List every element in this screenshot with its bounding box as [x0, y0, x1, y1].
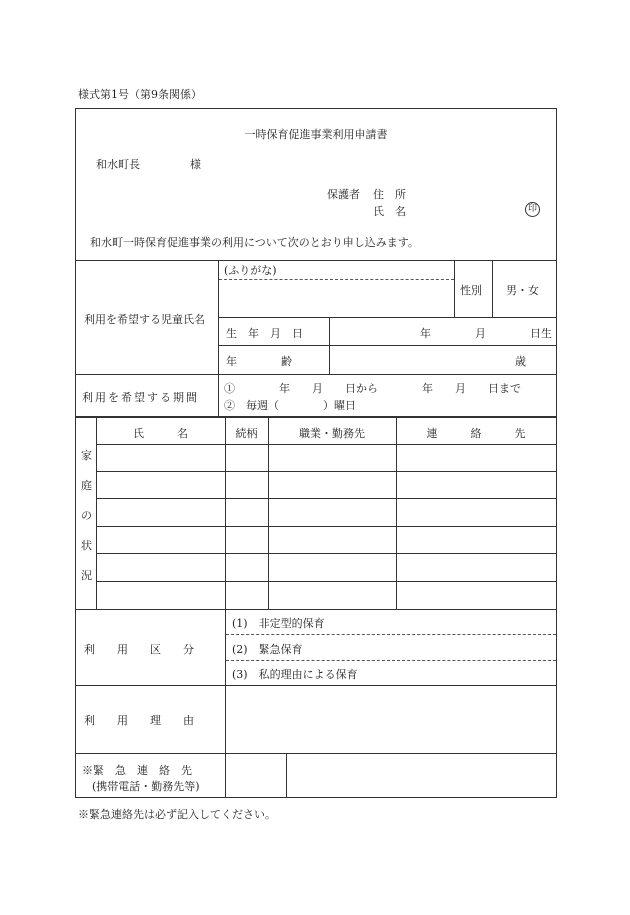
family-side-char: 状	[81, 539, 92, 552]
sex-options: 男・女	[506, 284, 539, 297]
form-title: 一時保育促進事業利用申請書	[244, 128, 388, 141]
birth-date-value: 年 月 日生	[420, 327, 552, 340]
family-header-relation: 続柄	[235, 427, 258, 440]
addressee-honorific: 様	[190, 158, 201, 171]
intro-text: 和水町一時保育促進事業の利用について次のとおり申し込みます。	[90, 236, 419, 249]
period-option-2: ② 毎週（ ）曜日	[224, 399, 356, 412]
period-option-1: ① 年 月 日から 年 月 日まで	[224, 382, 521, 395]
period-label: 利用を希望する期間	[82, 391, 199, 404]
form-number: 様式第1号（第9条関係）	[78, 88, 202, 101]
age-label: 年 齢	[226, 355, 292, 368]
family-side-char: 庭	[81, 479, 92, 492]
emergency-contact-sublabel: (携帯電話・勤務先等)	[92, 780, 200, 793]
usage-category-label: 利 用 区 分	[84, 643, 194, 656]
sex-label: 性別	[460, 284, 482, 297]
family-header-contact: 連 絡 先	[426, 427, 526, 440]
guardian-name-label: 氏 名	[373, 205, 406, 218]
usage-option-2: (2) 緊急保育	[232, 643, 303, 656]
family-side-char: 況	[81, 569, 92, 582]
usage-option-3: (3) 私的理由による保育	[232, 668, 358, 681]
family-side-char: の	[81, 509, 92, 522]
family-header-name: 氏 名	[133, 427, 188, 440]
family-header-occupation: 職業・勤務先	[299, 427, 365, 440]
age-unit: 歳	[515, 355, 526, 368]
guardian-label: 保護者	[327, 188, 360, 201]
seal-mark: 印	[525, 202, 540, 217]
child-name-label: 利用を希望する児童氏名	[84, 313, 205, 326]
birth-date-label: 生 年 月 日	[226, 327, 303, 340]
usage-reason-label: 利 用 理 由	[84, 714, 194, 727]
footnote: ※緊急連絡先は必ず記入してください。	[78, 808, 276, 821]
addressee-name: 和水町長	[96, 158, 140, 171]
family-side-char: 家	[81, 449, 92, 462]
guardian-address-label: 住 所	[373, 188, 406, 201]
emergency-contact-label: ※緊 急 連 絡 先	[82, 764, 192, 777]
usage-option-1: (1) 非定型的保育	[232, 617, 325, 630]
furigana-label: (ふりがな)	[224, 264, 277, 277]
